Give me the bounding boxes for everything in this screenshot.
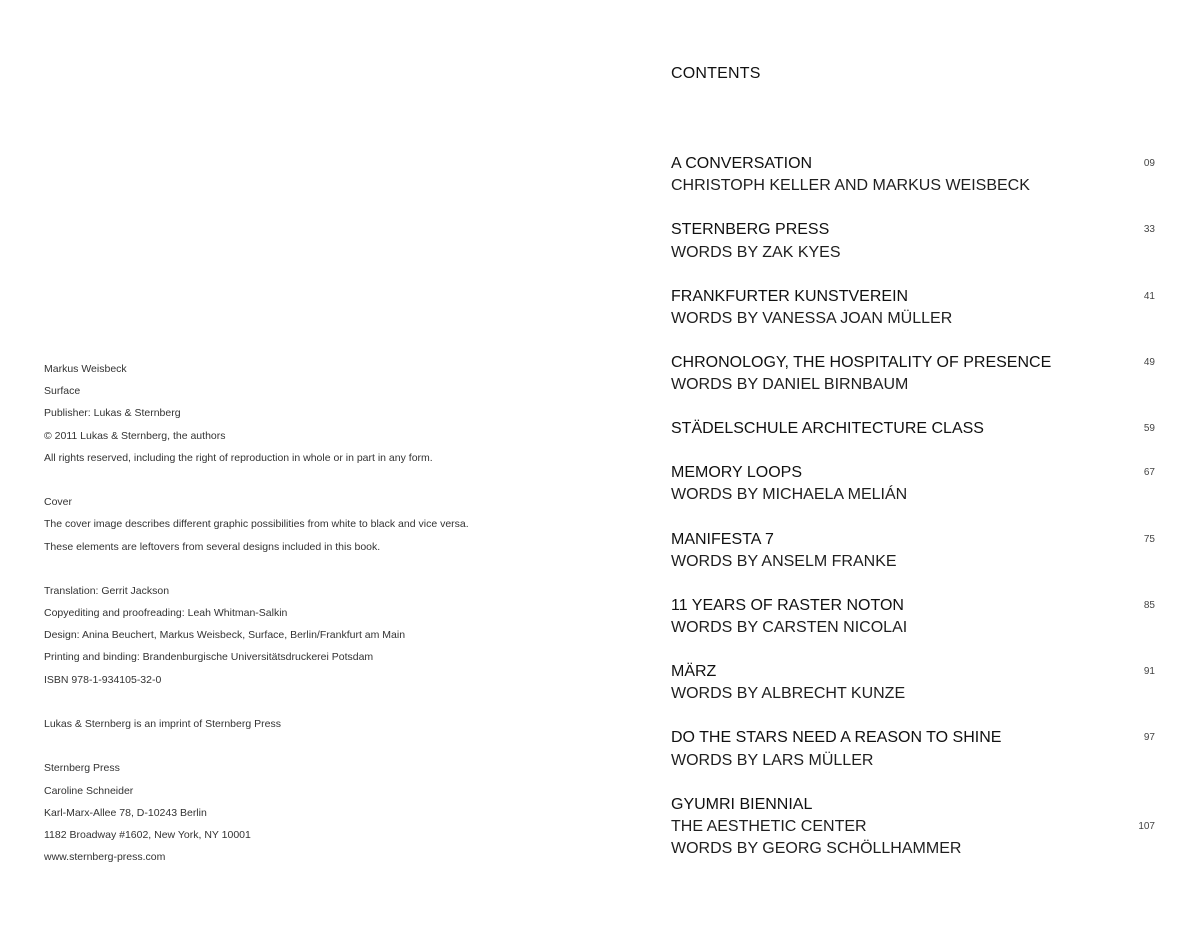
toc-entry xyxy=(671,727,1157,771)
colophon-line: Surface xyxy=(44,385,81,398)
colophon-line: Publisher: Lukas & Sternberg xyxy=(44,407,181,420)
toc-entry-subtitle: WORDS BY DANIEL BIRNBAUM xyxy=(671,376,909,394)
toc-page-number: 49 xyxy=(1143,356,1155,368)
toc-entry-title: MANIFESTA 7 xyxy=(671,530,774,548)
toc-entry-subtitle: THE AESTHETIC CENTER xyxy=(671,817,867,835)
colophon-spacer xyxy=(44,691,604,713)
colophon-line: Printing and binding: Brandenburgische Universitätsdruckerei Potsdam xyxy=(44,651,374,664)
toc-entry-title: GYUMRI BIENNIAL xyxy=(671,795,813,813)
toc-entry-title: STERNBERG PRESS xyxy=(671,221,830,239)
toc-entry-title: MEMORY LOOPS xyxy=(671,464,802,482)
toc-entry-subtitle: WORDS BY ZAK KYES xyxy=(671,243,841,261)
toc-entry xyxy=(671,794,1157,861)
colophon-line: Markus Weisbeck xyxy=(44,363,127,375)
toc-page-number: 75 xyxy=(1143,533,1155,545)
toc-entry xyxy=(671,462,1157,506)
toc-entry-subtitle: WORDS BY CARSTEN NICOLAI xyxy=(671,619,908,637)
toc-page-number: 107 xyxy=(1138,820,1155,832)
toc-page-number: 33 xyxy=(1143,224,1155,236)
toc-entry-subtitle: WORDS BY LARS MÜLLER xyxy=(671,751,874,769)
toc-entry xyxy=(671,352,1157,396)
colophon-line: Sternberg Press xyxy=(44,762,120,775)
colophon-line: 1182 Broadway #1602, New York, NY 10001 xyxy=(44,828,251,841)
toc-entry xyxy=(671,529,1157,573)
toc-page-number: 41 xyxy=(1143,290,1155,302)
toc-entry-subtitle: WORDS BY ANSELM FRANKE xyxy=(671,552,897,570)
toc-entry-title: CHRONOLOGY, THE HOSPITALITY OF PRESENCE xyxy=(671,353,1052,371)
toc-entry xyxy=(671,595,1157,639)
colophon-line: Copyediting and proofreading: Leah Whitman-Salkin xyxy=(44,607,288,620)
colophon-line: Karl-Marx-Allee 78, D-10243 Berlin xyxy=(44,806,207,819)
toc-entry-subtitle: WORDS BY VANESSA JOAN MÜLLER xyxy=(671,309,953,327)
toc-page-number: 59 xyxy=(1143,423,1155,435)
colophon-line: Design: Anina Beuchert, Markus Weisbeck, Surface, Berlin/Frankfurt am Main xyxy=(44,629,406,642)
colophon xyxy=(44,358,604,868)
toc-entry-subtitle: CHRISTOPH KELLER AND MARKUS WEISBECK xyxy=(671,177,1030,195)
colophon-spacer xyxy=(44,735,604,757)
colophon-line: Translation: Gerrit Jackson xyxy=(44,584,170,597)
colophon-line: Caroline Schneider xyxy=(44,784,134,797)
colophon-spacer xyxy=(44,558,604,580)
toc-entry-title: DO THE STARS NEED A REASON TO SHINE xyxy=(671,729,1002,747)
colophon-line: www.sternberg-press.com xyxy=(44,851,166,864)
toc-entry-subtitle: WORDS BY GEORG SCHÖLLHAMMER xyxy=(671,840,962,858)
toc-entry xyxy=(671,286,1157,330)
colophon-line: Cover xyxy=(44,496,73,509)
toc-entry-title: A CONVERSATION xyxy=(671,155,813,172)
toc-entry-subtitle: WORDS BY ALBRECHT KUNZE xyxy=(671,685,906,703)
contents-heading: CONTENTS xyxy=(671,65,761,82)
toc-entry-title: 11 YEARS OF RASTER NOTON xyxy=(671,596,904,614)
toc-entry-title: STÄDELSCHULE ARCHITECTURE CLASS xyxy=(671,420,984,438)
toc-entry-title: MÄRZ xyxy=(671,663,717,681)
toc-page-number: 85 xyxy=(1143,599,1155,611)
table-of-contents xyxy=(671,153,1157,882)
colophon-spacer xyxy=(44,469,604,491)
toc-entry-subtitle: WORDS BY MICHAELA MELIÁN xyxy=(671,486,908,504)
toc-entry xyxy=(671,418,1157,440)
toc-page-number: 09 xyxy=(1143,158,1155,169)
colophon-line: The cover image describes different graphic possibilities from white to black and vice versa. xyxy=(44,518,469,531)
toc-page-number: 97 xyxy=(1143,732,1155,744)
colophon-line: ISBN 978-1-934105-32-0 xyxy=(44,673,162,686)
toc-page-number: 91 xyxy=(1143,666,1155,678)
toc-entry xyxy=(671,661,1157,705)
toc-entry xyxy=(671,153,1157,197)
toc-page-number: 67 xyxy=(1143,467,1155,479)
toc-entry-title: FRANKFURTER KUNSTVEREIN xyxy=(671,287,909,305)
toc-entry xyxy=(671,219,1157,263)
colophon-line: Lukas & Sternberg is an imprint of Sternberg Press xyxy=(44,718,281,730)
colophon-line: All rights reserved, including the right of reproduction in whole or in part in any form. xyxy=(44,451,433,464)
colophon-line: These elements are leftovers from several designs included in this book. xyxy=(44,540,381,553)
colophon-line: © 2011 Lukas & Sternberg, the authors xyxy=(44,429,226,442)
